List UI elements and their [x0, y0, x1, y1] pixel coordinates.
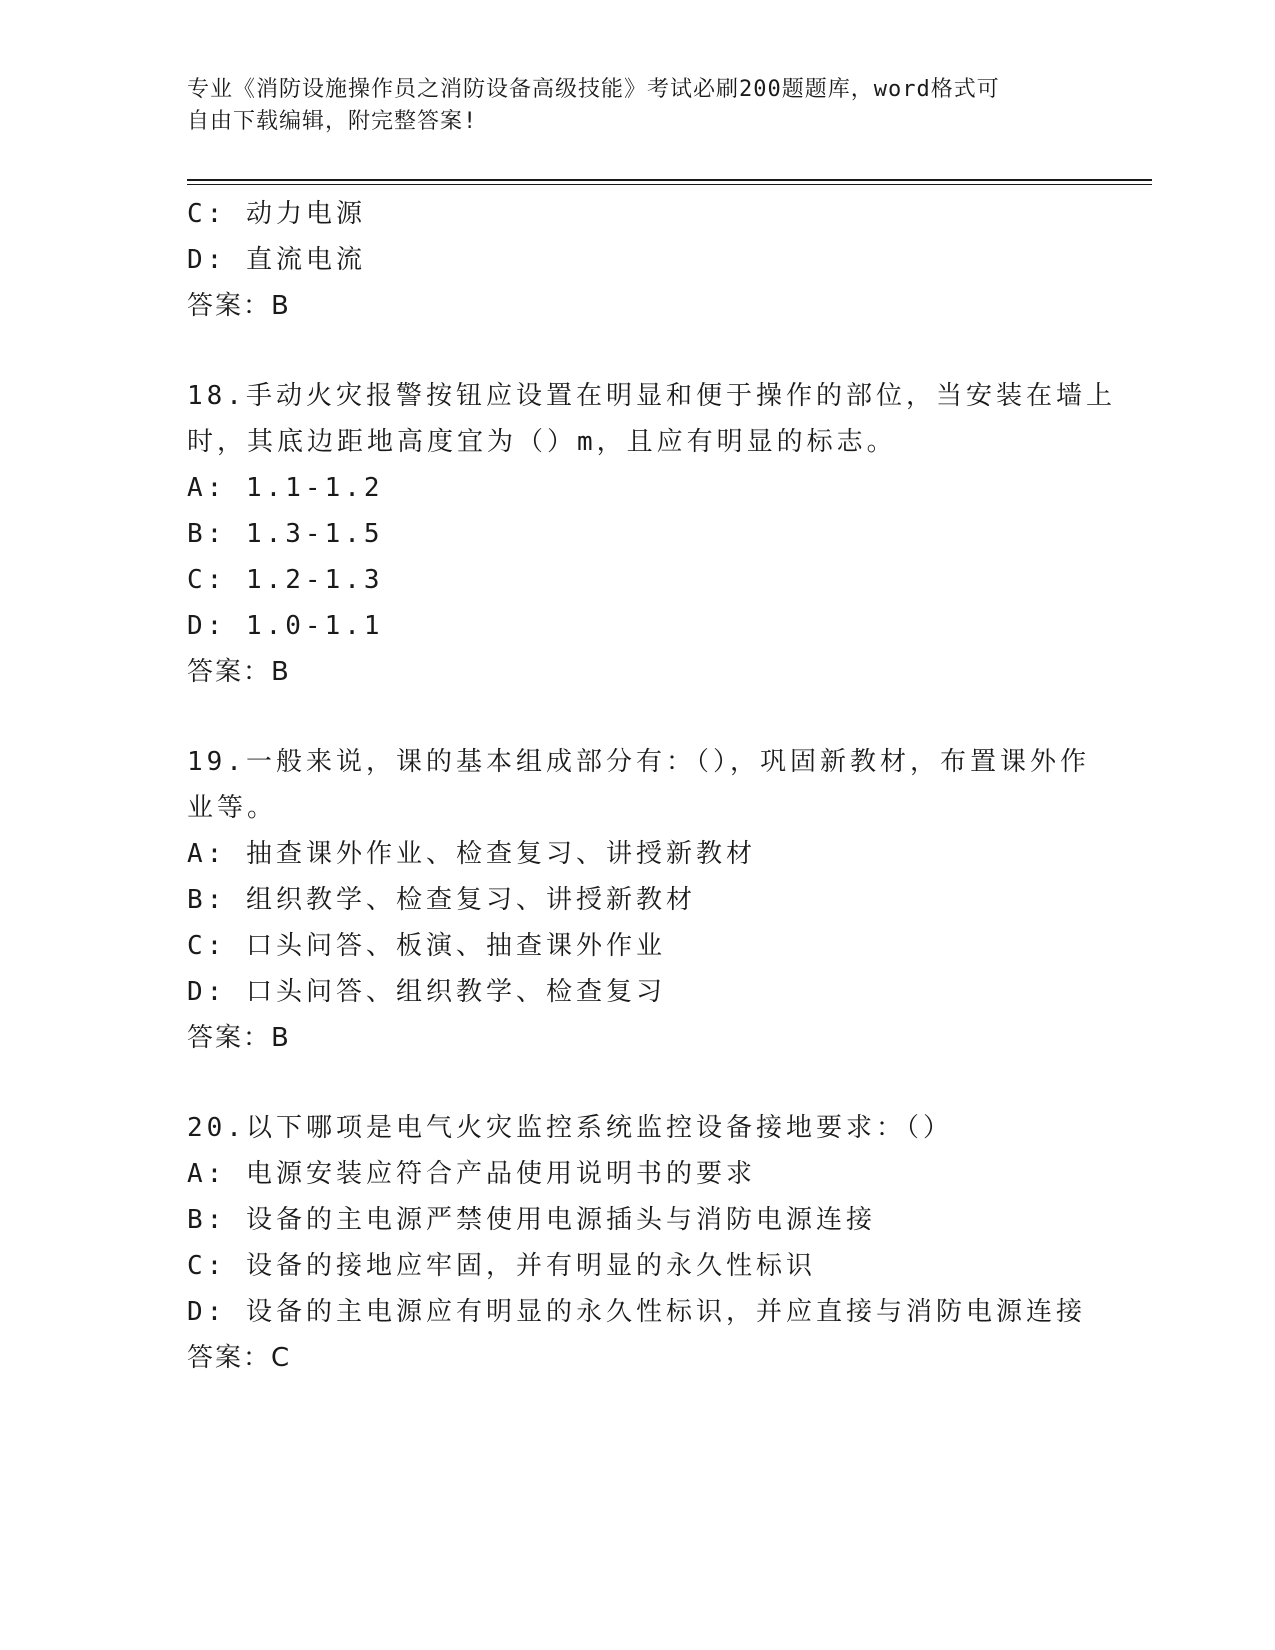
- header-rule-thick: [187, 179, 1152, 181]
- option-b: B: 1.3-1.5: [187, 519, 384, 549]
- option-b: B: 设备的主电源严禁使用电源插头与消防电源连接: [187, 1205, 876, 1235]
- page-header: [187, 74, 1087, 138]
- question-20: [187, 1105, 1147, 1381]
- question-17-tail: [187, 191, 1147, 329]
- option-c: C: 口头问答、板演、抽查课外作业: [187, 931, 666, 961]
- spacer: [187, 1061, 1147, 1105]
- question-18: [187, 373, 1147, 695]
- option-a: A: 电源安装应符合产品使用说明书的要求: [187, 1159, 756, 1189]
- answer: 答案：B: [187, 291, 291, 321]
- header-line-1: 专业《消防设施操作员之消防设备高级技能》考试必刷200题题库，word格式可: [187, 77, 1000, 102]
- option-b: B: 组织教学、检查复习、讲授新教材: [187, 885, 696, 915]
- header-line-2: 自由下载编辑，附完整答案!: [187, 109, 478, 134]
- answer: 答案：B: [187, 1023, 291, 1053]
- option-d: D: 1.0-1.1: [187, 611, 384, 641]
- option-d: D: 直流电流: [187, 245, 366, 275]
- document-body: [187, 191, 1147, 1381]
- option-a: A: 抽查课外作业、检查复习、讲授新教材: [187, 839, 756, 869]
- question-text-line-2: 时，其底边距地高度宜为（）m，且应有明显的标志。: [187, 427, 897, 457]
- option-c: C: 动力电源: [187, 199, 366, 229]
- option-c: C: 设备的接地应牢固，并有明显的永久性标识: [187, 1251, 816, 1281]
- option-c: C: 1.2-1.3: [187, 565, 384, 595]
- spacer: [187, 329, 1147, 373]
- question-text-line-1: 19.一般来说，课的基本组成部分有：（），巩固新教材，布置课外作: [187, 747, 1090, 777]
- question-text-line-1: 20.以下哪项是电气火灾监控系统监控设备接地要求：（）: [187, 1113, 953, 1143]
- question-text-line-1: 18.手动火灾报警按钮应设置在明显和便于操作的部位，当安装在墙上: [187, 381, 1116, 411]
- spacer: [187, 695, 1147, 739]
- question-text-line-2: 业等。: [187, 793, 278, 823]
- answer: 答案：B: [187, 657, 291, 687]
- option-a: A: 1.1-1.2: [187, 473, 384, 503]
- answer: 答案：C: [187, 1343, 292, 1373]
- question-19: [187, 739, 1147, 1061]
- option-d: D: 设备的主电源应有明显的永久性标识，并应直接与消防电源连接: [187, 1297, 1086, 1327]
- header-rule-thin: [187, 184, 1152, 185]
- option-d: D: 口头问答、组织教学、检查复习: [187, 977, 666, 1007]
